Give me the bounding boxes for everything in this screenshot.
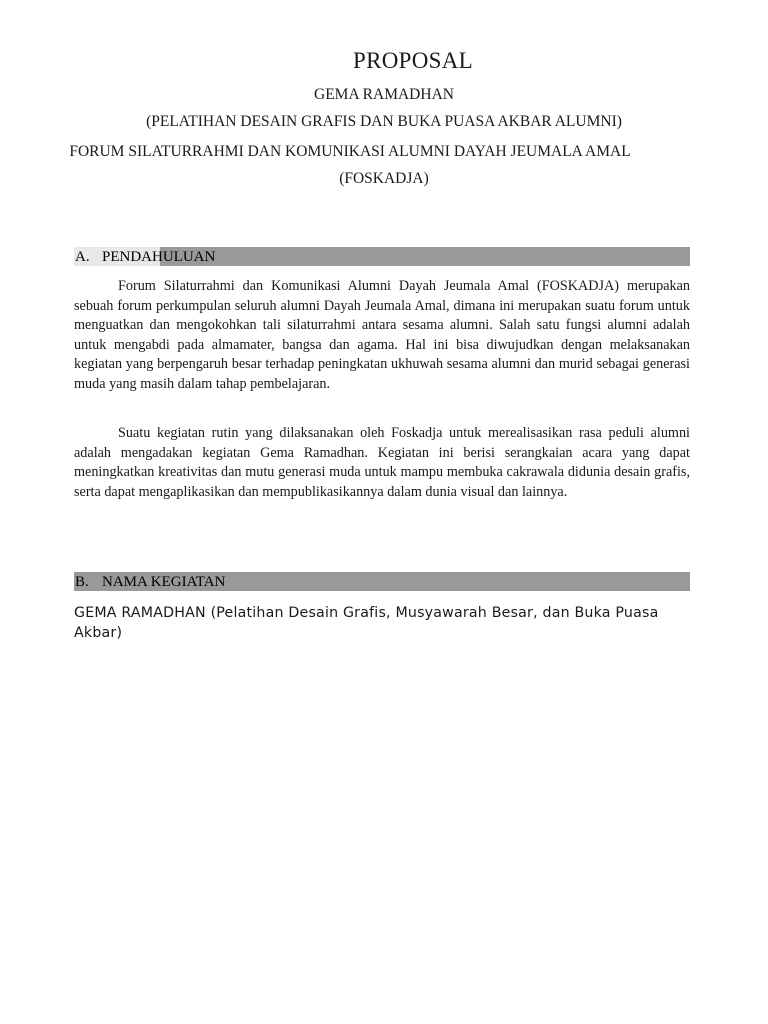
document-title: PROPOSAL bbox=[353, 48, 473, 73]
event-name-body: GEMA RAMADHAN (Pelatihan Desain Grafis, Musyawarah Besar, dan Buka Puasa Akbar) bbox=[74, 605, 659, 641]
paragraph-intro-2: Suatu kegiatan rutin yang dilaksanakan oleh Foskadja untuk merealisasikan rasa peduli alumni adalah mengadakan kegiatan Gema Ramadhan. Kegiatan ini berisi serangkaian acara yang dapat meningkatkan kreativitas dan mutu generasi muda untuk mampu membuka cakrawala didunia desain grafis, serta dapat mengaplikasikan dan mempublikasikannya dalam dunia visual dan lainnya. bbox=[74, 425, 690, 500]
section-letter: B. bbox=[75, 574, 89, 590]
organization-name: FORUM SILATURRAHMI DAN KOMUNIKASI ALUMNI DAYAH JEUMALA AMAL bbox=[69, 143, 631, 160]
section-heading-a bbox=[74, 247, 690, 266]
document-header bbox=[0, 46, 768, 188]
paragraph-intro-1: Forum Silaturrahmi dan Komunikasi Alumni Dayah Jeumala Amal (FOSKADJA) merupakan sebuah forum perkumpulan seluruh alumni Dayah Jeumala Amal, dimana ini merupakan suatu forum untuk menguatkan dan mengokohkan tali silaturrahmi antara sesama alumni. Salah satu fungsi alumni adalah untuk mengabdi pada almamater, bangsa dan agama. Hal ini bisa diwujudkan dengan melaksanakan kegiatan yang berpengaruh besar terhadap peningkatan ukhuwah sesama alumni dan murid sebagai generasi muda yang masih dalam tahap pembelajaran. bbox=[74, 278, 690, 392]
event-name: GEMA RAMADHAN bbox=[314, 86, 454, 103]
section-title: PENDAHULUAN bbox=[102, 249, 216, 265]
organization-abbreviation: (FOSKADJA) bbox=[339, 170, 429, 187]
section-heading-b bbox=[74, 572, 690, 591]
event-subtitle: (PELATIHAN DESAIN GRAFIS DAN BUKA PUASA AKBAR ALUMNI) bbox=[146, 113, 622, 130]
section-title: NAMA KEGIATAN bbox=[102, 574, 226, 590]
section-letter: A. bbox=[75, 249, 90, 265]
